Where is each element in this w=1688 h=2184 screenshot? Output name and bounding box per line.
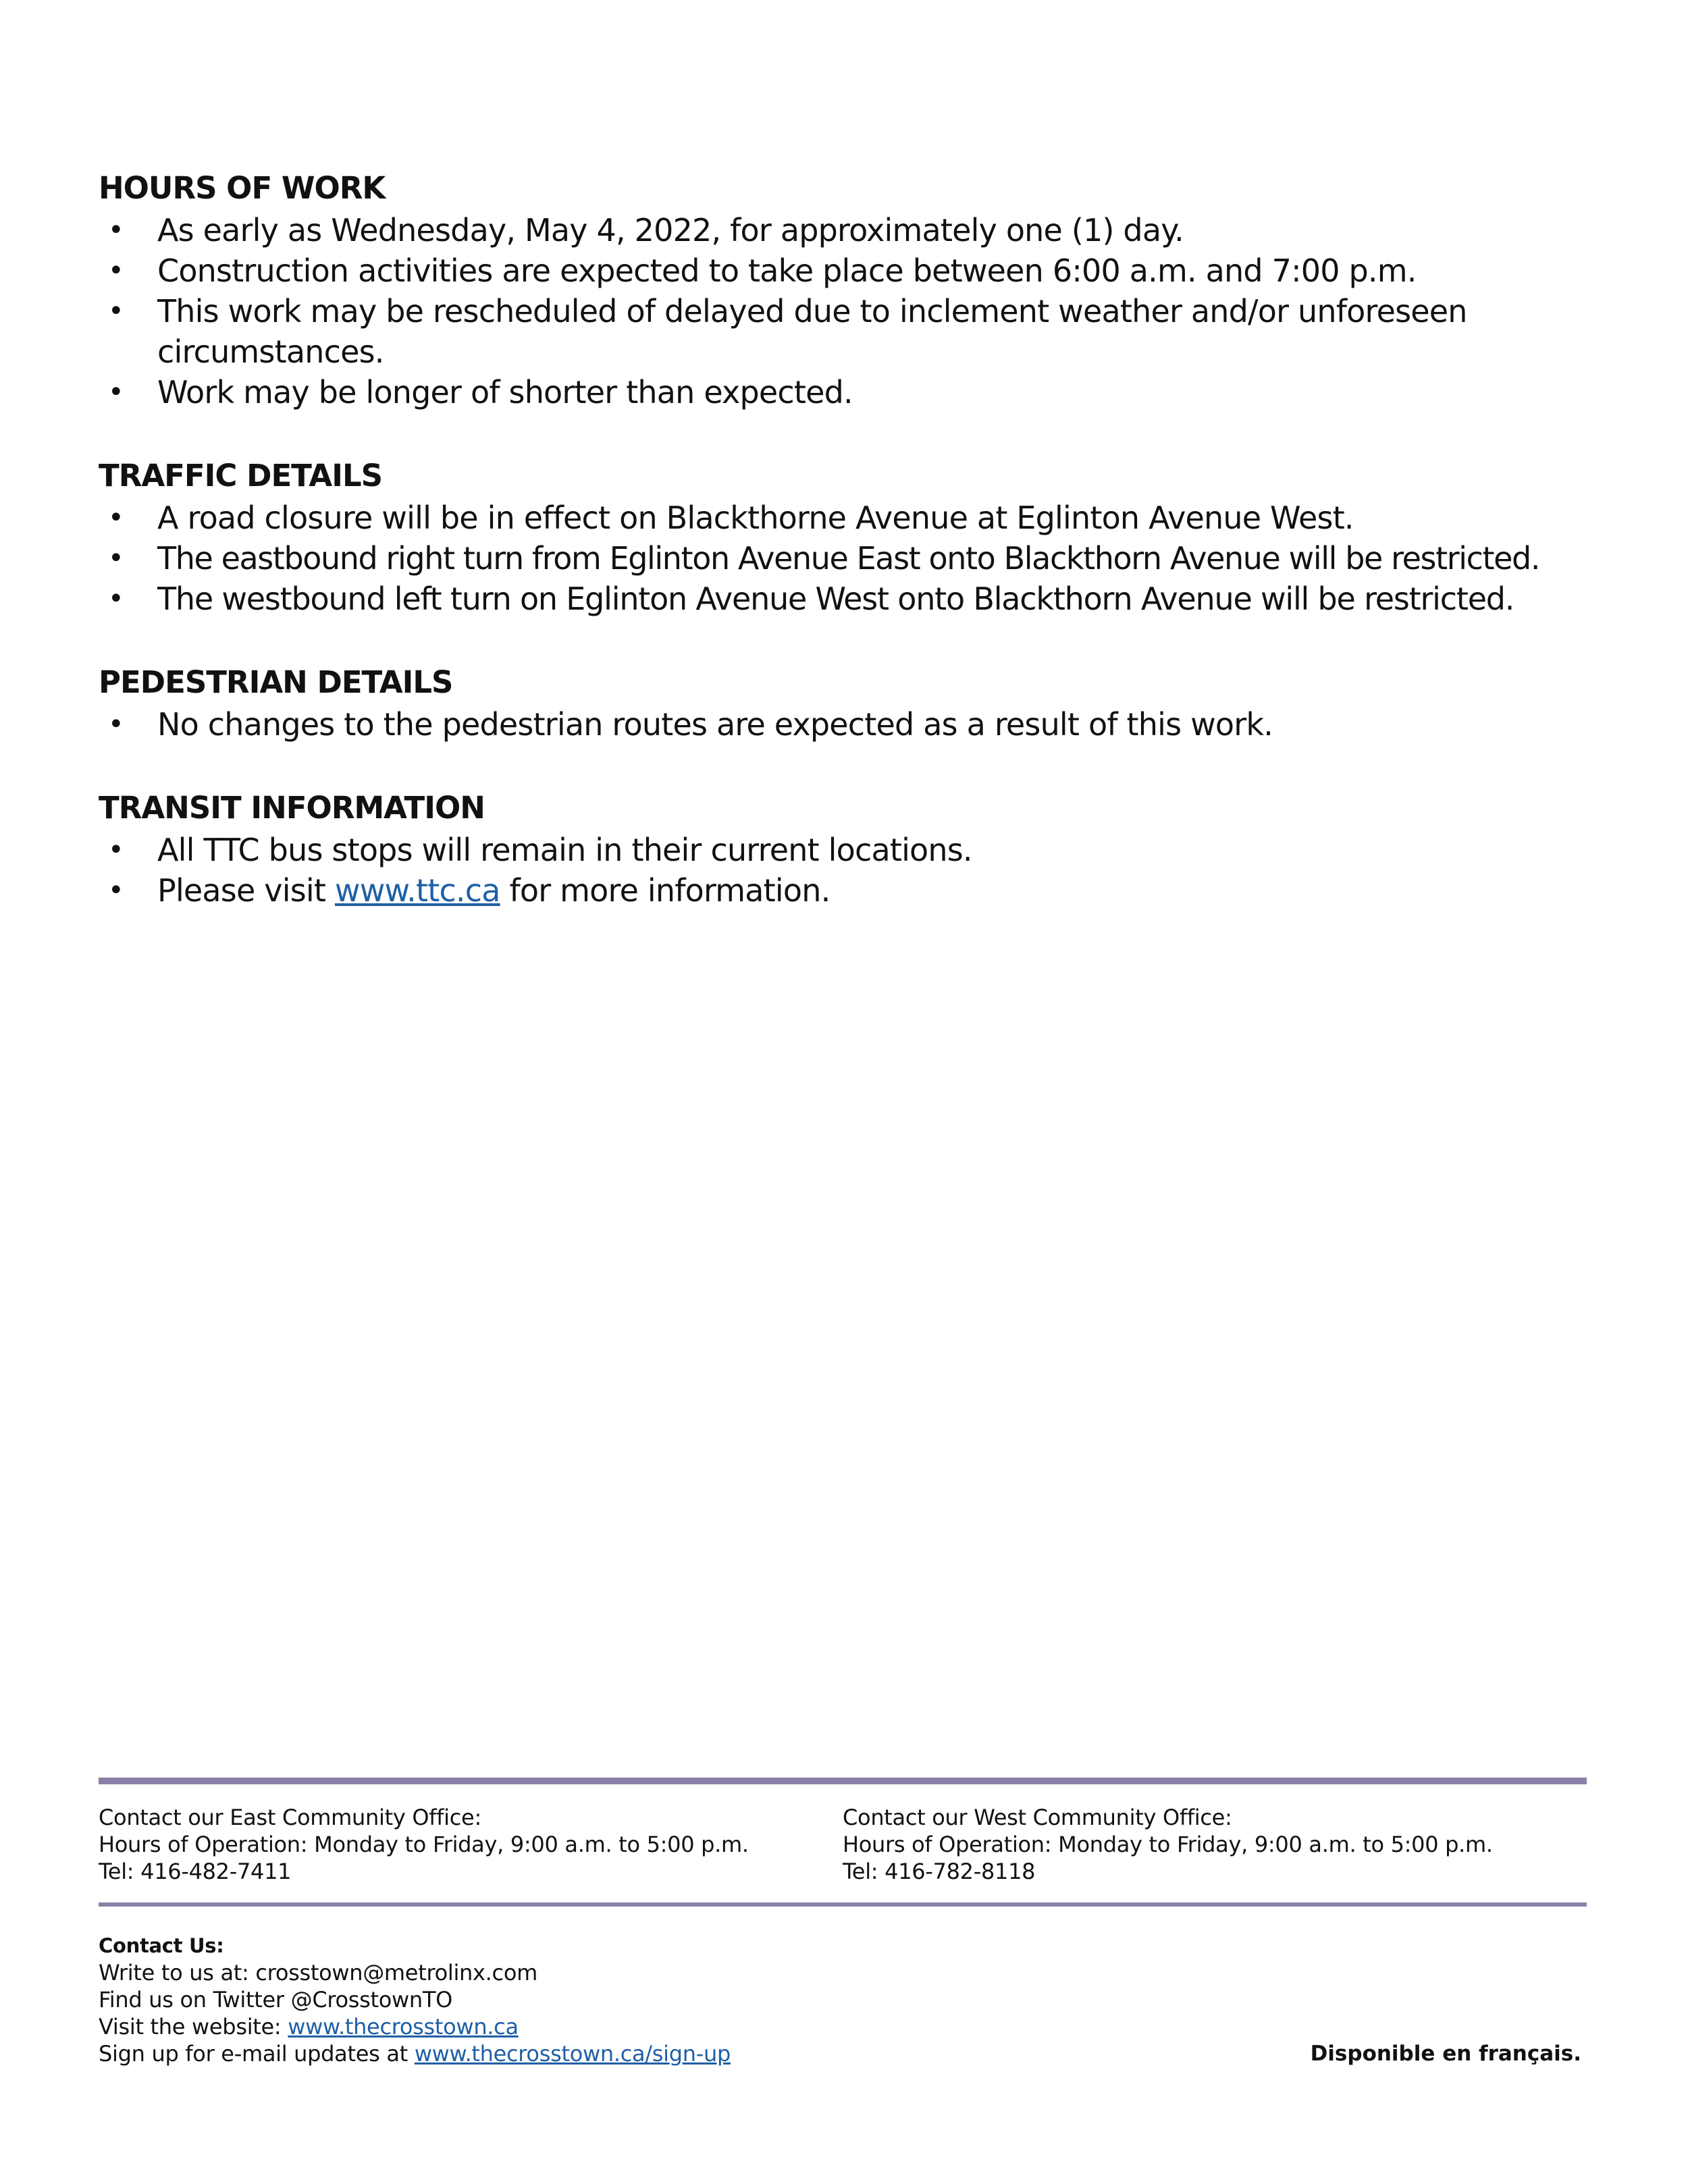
section-title: TRAFFIC DETAILS [99, 458, 383, 494]
section-hours-of-work [99, 167, 1604, 412]
bullet-icon: • [108, 296, 124, 327]
section-title: HOURS OF WORK [99, 170, 386, 206]
section-title: TRANSIT INFORMATION [99, 790, 485, 826]
contact-website: Visit the website: www.thecrosstown.ca [99, 2014, 519, 2040]
bullet-list [99, 830, 1604, 911]
contact-title: Contact Us: [99, 1934, 224, 1957]
section-pedestrian-details [99, 661, 1604, 745]
bullet-list [99, 210, 1604, 412]
bullet-icon: • [108, 875, 124, 906]
bullet-list [99, 498, 1604, 619]
bullet-icon: • [108, 543, 124, 574]
footer-top-divider [99, 1778, 1587, 1784]
section-title: PEDESTRIAN DETAILS [99, 664, 453, 700]
list-item: • No changes to the pedestrian routes are expected as a result of this work. [99, 704, 1604, 745]
east-office-hours: Hours of Operation: Monday to Friday, 9:00 a.m. to 5:00 p.m. [99, 1832, 749, 1857]
website-link[interactable]: www.thecrosstown.ca [288, 2014, 519, 2040]
contact-us [99, 1932, 731, 2067]
west-office-title: Contact our West Community Office: [843, 1805, 1232, 1830]
bullet-icon: • [108, 377, 124, 408]
ttc-link[interactable]: www.ttc.ca [334, 872, 500, 909]
list-item: • The eastbound right turn from Eglinton Avenue East onto Blackthorn Avenue will be restricted. [99, 538, 1604, 579]
west-office-tel: Tel: 416-782-8118 [843, 1859, 1036, 1884]
french-availability: Disponible en français. [1310, 2042, 1581, 2066]
list-item: • All TTC bus stops will remain in their current locations. [99, 830, 1604, 870]
west-office-hours: Hours of Operation: Monday to Friday, 9:00 a.m. to 5:00 p.m. [843, 1832, 1493, 1857]
notice-body [99, 167, 1604, 953]
east-office [99, 1804, 749, 1885]
bullet-icon: • [108, 502, 124, 533]
east-office-title: Contact our East Community Office: [99, 1805, 481, 1830]
west-office [843, 1804, 1493, 1885]
bullet-icon: • [108, 834, 124, 865]
list-item: • Work may be longer of shorter than expected. [99, 372, 1604, 412]
bullet-icon: • [108, 255, 124, 286]
list-item: • As early as Wednesday, May 4, 2022, for approximately one (1) day. [99, 210, 1604, 250]
bullet-icon: • [108, 215, 124, 246]
list-item: • The westbound left turn on Eglinton Avenue West onto Blackthorn Avenue will be restricted. [99, 579, 1604, 619]
bullet-list [99, 704, 1604, 745]
bullet-icon: • [108, 583, 124, 614]
list-item: • Construction activities are expected to take place between 6:00 a.m. and 7:00 p.m. [99, 250, 1604, 291]
list-item: • Please visit www.ttc.ca for more information. [99, 870, 1604, 911]
contact-email: Write to us at: crosstown@metrolinx.com [99, 1960, 537, 1986]
bullet-icon: • [108, 709, 124, 740]
section-traffic-details [99, 454, 1604, 619]
section-transit-information [99, 787, 1604, 911]
contact-signup: Sign up for e-mail updates at www.thecrosstown.ca/sign-up [99, 2041, 731, 2067]
signup-link[interactable]: www.thecrosstown.ca/sign-up [414, 2041, 731, 2067]
footer-bottom-divider [99, 1902, 1587, 1907]
list-item: • A road closure will be in effect on Blackthorne Avenue at Eglinton Avenue West. [99, 498, 1604, 538]
contact-twitter: Find us on Twitter @CrosstownTO [99, 1987, 453, 2013]
east-office-tel: Tel: 416-482-7411 [99, 1859, 292, 1884]
list-item: • This work may be rescheduled of delayed due to inclement weather and/or unforeseen circumstances. [99, 291, 1643, 372]
